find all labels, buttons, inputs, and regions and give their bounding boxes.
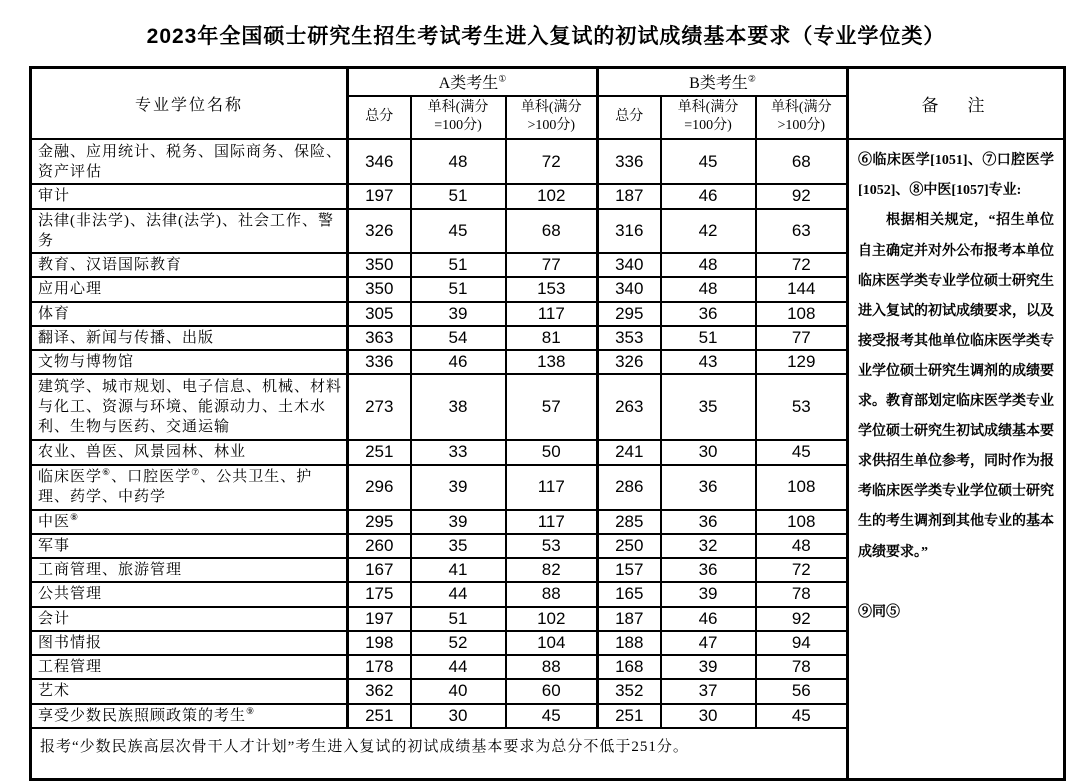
b-total: 326 (598, 350, 661, 374)
a-sub100: 39 (411, 510, 506, 534)
a-over100: 60 (506, 679, 598, 703)
b-total: 340 (598, 277, 661, 301)
a-sub100: 51 (411, 277, 506, 301)
a-over100: 102 (506, 607, 598, 631)
a-over100: 45 (506, 704, 598, 728)
degree-name: 图书情报 (31, 631, 348, 655)
a-over100: 82 (506, 558, 598, 582)
b-over100: 72 (756, 558, 848, 582)
a-over100: 57 (506, 374, 598, 440)
column-header-degree-name: 专业学位名称 (31, 68, 348, 140)
a-sub100: 30 (411, 704, 506, 728)
b-over100: 92 (756, 607, 848, 631)
a-sub100: 39 (411, 302, 506, 326)
a-sub100: 45 (411, 209, 506, 254)
b-sub100: 48 (661, 253, 756, 277)
b-sub100: 32 (661, 534, 756, 558)
b-sub100: 39 (661, 655, 756, 679)
a-over100: 68 (506, 209, 598, 254)
b-over100: 45 (756, 704, 848, 728)
a-over100: 117 (506, 302, 598, 326)
b-over100: 68 (756, 139, 848, 184)
b-sub100: 51 (661, 326, 756, 350)
degree-name: 公共管理 (31, 582, 348, 606)
degree-name: 金融、应用统计、税务、国际商务、保险、资产评估 (31, 139, 348, 184)
b-sub100: 46 (661, 184, 756, 208)
a-total: 273 (348, 374, 411, 440)
a-sub100: 51 (411, 184, 506, 208)
column-header-b-sub100: 单科(满分=100分) (661, 96, 756, 140)
column-header-a-over100: 单科(满分>100分) (506, 96, 598, 140)
degree-name: 文物与博物馆 (31, 350, 348, 374)
degree-name: 工程管理 (31, 655, 348, 679)
table-row (31, 139, 1065, 184)
column-header-a-total: 总分 (348, 96, 411, 140)
a-over100: 104 (506, 631, 598, 655)
degree-name: 军事 (31, 534, 348, 558)
a-total: 346 (348, 139, 411, 184)
b-total: 295 (598, 302, 661, 326)
degree-name: 艺术 (31, 679, 348, 703)
b-sub100: 42 (661, 209, 756, 254)
remarks-note: ⑨同⑤ (858, 604, 901, 620)
a-sub100: 33 (411, 440, 506, 464)
b-total: 263 (598, 374, 661, 440)
b-sub100: 36 (661, 465, 756, 510)
column-header-a-sub100: 单科(满分=100分) (411, 96, 506, 140)
degree-name: 会计 (31, 607, 348, 631)
column-group-b: B类考生② (598, 68, 848, 96)
a-total: 363 (348, 326, 411, 350)
a-total: 167 (348, 558, 411, 582)
a-over100: 53 (506, 534, 598, 558)
a-total: 296 (348, 465, 411, 510)
b-over100: 48 (756, 534, 848, 558)
b-over100: 144 (756, 277, 848, 301)
b-over100: 72 (756, 253, 848, 277)
a-total: 336 (348, 350, 411, 374)
b-sub100: 36 (661, 510, 756, 534)
b-sub100: 48 (661, 277, 756, 301)
b-sub100: 30 (661, 440, 756, 464)
a-sub100: 52 (411, 631, 506, 655)
b-over100: 78 (756, 655, 848, 679)
b-sub100: 36 (661, 558, 756, 582)
b-over100: 108 (756, 510, 848, 534)
a-over100: 117 (506, 510, 598, 534)
b-total: 168 (598, 655, 661, 679)
b-over100: 108 (756, 302, 848, 326)
a-total: 362 (348, 679, 411, 703)
b-over100: 108 (756, 465, 848, 510)
b-total: 187 (598, 184, 661, 208)
b-total: 316 (598, 209, 661, 254)
a-total: 295 (348, 510, 411, 534)
a-total: 198 (348, 631, 411, 655)
b-over100: 92 (756, 184, 848, 208)
b-over100: 129 (756, 350, 848, 374)
column-group-a: A类考生① (348, 68, 598, 96)
a-total: 178 (348, 655, 411, 679)
remarks-body: 根据相关规定，“招生单位自主确定并对外公布报考本单位临床医学类专业学位硕士研究生进入复试的初试成绩要求，以及接受报考其他单位临床医学类专业学位硕士研究生调剂的成绩要求。教育部划定临床医学类专业学位硕士研究生初试成绩基本要求供招生单位参考，同时作为报考临床医学类专业学位硕士研究生的考生调剂到其他专业的基本成绩要求。” (858, 213, 1055, 560)
a-sub100: 51 (411, 253, 506, 277)
degree-name: 中医⑧ (31, 510, 348, 534)
b-over100: 78 (756, 582, 848, 606)
b-sub100: 36 (661, 302, 756, 326)
a-sub100: 46 (411, 350, 506, 374)
a-total: 197 (348, 607, 411, 631)
b-total: 286 (598, 465, 661, 510)
a-total: 260 (348, 534, 411, 558)
a-sub100: 41 (411, 558, 506, 582)
a-total: 326 (348, 209, 411, 254)
a-over100: 88 (506, 655, 598, 679)
b-sub100: 35 (661, 374, 756, 440)
a-sub100: 54 (411, 326, 506, 350)
b-total: 241 (598, 440, 661, 464)
b-total: 165 (598, 582, 661, 606)
b-total: 336 (598, 139, 661, 184)
degree-name: 农业、兽医、风景园林、林业 (31, 440, 348, 464)
b-total: 353 (598, 326, 661, 350)
degree-name: 法律(非法学)、法律(法学)、社会工作、警务 (31, 209, 348, 254)
b-over100: 53 (756, 374, 848, 440)
a-sub100: 48 (411, 139, 506, 184)
a-total: 305 (348, 302, 411, 326)
degree-name: 教育、汉语国际教育 (31, 253, 348, 277)
a-total: 251 (348, 704, 411, 728)
a-sub100: 39 (411, 465, 506, 510)
a-over100: 88 (506, 582, 598, 606)
a-total: 251 (348, 440, 411, 464)
b-total: 251 (598, 704, 661, 728)
a-over100: 77 (506, 253, 598, 277)
degree-name: 体育 (31, 302, 348, 326)
b-sub100: 37 (661, 679, 756, 703)
a-over100: 138 (506, 350, 598, 374)
a-total: 175 (348, 582, 411, 606)
header-row-groups (31, 68, 1065, 96)
a-over100: 153 (506, 277, 598, 301)
footnote: 报考“少数民族高层次骨干人才计划”考生进入复试的初试成绩基本要求为总分不低于251分。 (31, 728, 848, 780)
b-over100: 63 (756, 209, 848, 254)
column-header-b-over100: 单科(满分>100分) (756, 96, 848, 140)
a-over100: 102 (506, 184, 598, 208)
b-total: 187 (598, 607, 661, 631)
degree-name: 应用心理 (31, 277, 348, 301)
remarks-cell (848, 139, 1065, 780)
degree-name: 建筑学、城市规划、电子信息、机械、材料与化工、资源与环境、能源动力、土木水利、生物与医药、交通运输 (31, 374, 348, 440)
degree-name: 临床医学⑥、口腔医学⑦、公共卫生、护理、药学、中药学 (31, 465, 348, 510)
a-total: 197 (348, 184, 411, 208)
b-sub100: 46 (661, 607, 756, 631)
b-sub100: 47 (661, 631, 756, 655)
b-sub100: 45 (661, 139, 756, 184)
a-sub100: 44 (411, 582, 506, 606)
b-total: 340 (598, 253, 661, 277)
b-over100: 94 (756, 631, 848, 655)
b-sub100: 43 (661, 350, 756, 374)
a-over100: 50 (506, 440, 598, 464)
b-total: 250 (598, 534, 661, 558)
a-sub100: 40 (411, 679, 506, 703)
a-over100: 81 (506, 326, 598, 350)
a-over100: 72 (506, 139, 598, 184)
remarks-heading: ⑥临床医学[1051]、⑦口腔医学[1052]、⑧中医[1057]专业: (858, 153, 1055, 199)
degree-name: 审计 (31, 184, 348, 208)
a-over100: 117 (506, 465, 598, 510)
b-sub100: 39 (661, 582, 756, 606)
b-total: 188 (598, 631, 661, 655)
a-sub100: 35 (411, 534, 506, 558)
b-over100: 56 (756, 679, 848, 703)
a-total: 350 (348, 253, 411, 277)
b-over100: 45 (756, 440, 848, 464)
a-sub100: 38 (411, 374, 506, 440)
b-sub100: 30 (661, 704, 756, 728)
b-over100: 77 (756, 326, 848, 350)
a-total: 350 (348, 277, 411, 301)
degree-name: 翻译、新闻与传播、出版 (31, 326, 348, 350)
a-sub100: 51 (411, 607, 506, 631)
column-header-remarks: 备 注 (848, 68, 1065, 140)
b-total: 157 (598, 558, 661, 582)
column-header-b-total: 总分 (598, 96, 661, 140)
page-title: 2023年全国硕士研究生招生考试考生进入复试的初试成绩基本要求（专业学位类） (146, 25, 946, 48)
degree-name: 享受少数民族照顾政策的考生⑨ (31, 704, 348, 728)
score-requirements-table (29, 66, 1066, 781)
b-total: 285 (598, 510, 661, 534)
a-sub100: 44 (411, 655, 506, 679)
degree-name: 工商管理、旅游管理 (31, 558, 348, 582)
b-total: 352 (598, 679, 661, 703)
